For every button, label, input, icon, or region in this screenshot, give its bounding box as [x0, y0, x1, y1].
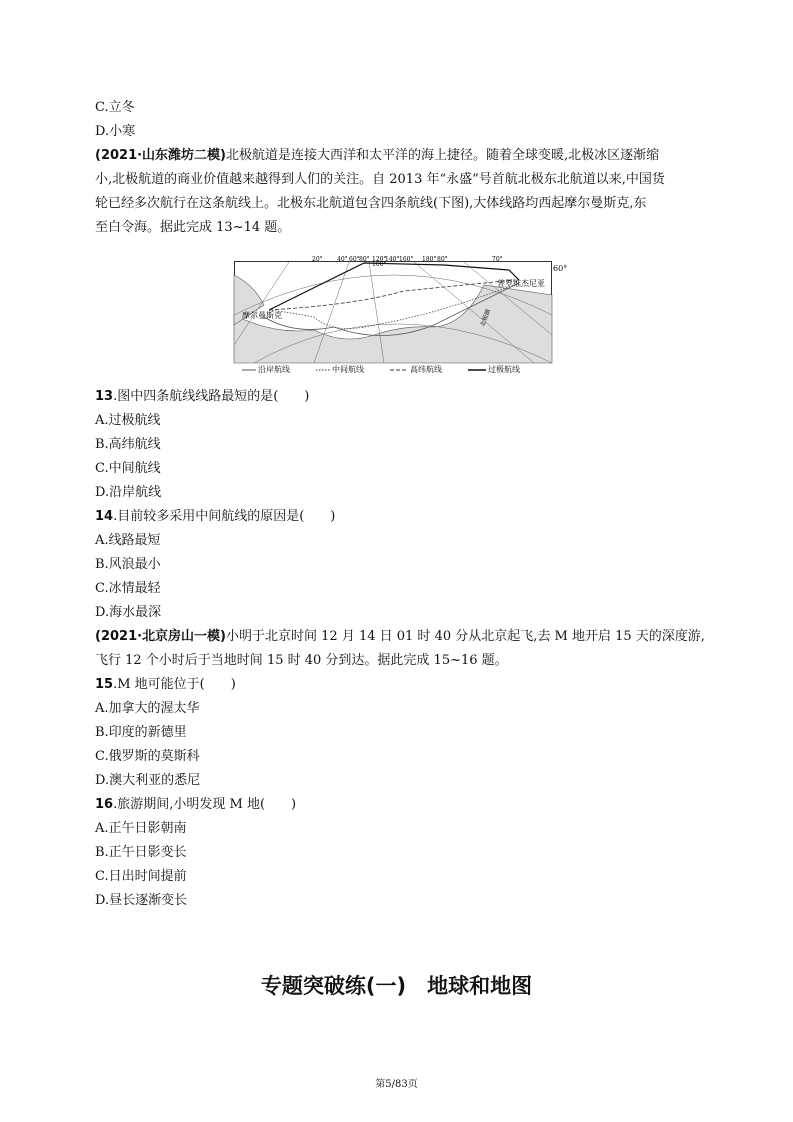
option: B.风浪最小	[95, 557, 161, 572]
lat-label: 60°	[553, 264, 568, 273]
provideniya-label: 普罗维杰尼亚	[497, 279, 545, 288]
option: D.澳大利亚的悉尼	[95, 773, 201, 788]
option: A.正午日影朝南	[95, 821, 187, 836]
source-tag: (2021·北京房山一模)	[95, 629, 227, 644]
option: B.印度的新德里	[95, 725, 187, 740]
option-c: C.立冬	[95, 100, 135, 115]
passage-1-line: 小,北极航道的商业价值越来越得到人们的关注。自 2013 年“永盛”号首航北极东北航道以来,中国货	[95, 172, 665, 187]
section-title: 专题突破练(一) 地球和地图	[260, 974, 533, 998]
arctic-route-map	[234, 255, 568, 363]
lon-label: 80°	[359, 256, 370, 263]
question-15: 15.M 地可能位于( )	[95, 677, 236, 692]
lon-label: 80°	[437, 256, 448, 263]
option: D.沿岸航线	[95, 485, 162, 500]
lon-label: 140°	[385, 256, 400, 263]
murmansk-label: 摩尔曼斯克	[242, 311, 282, 320]
option: C.日出时间提前	[95, 869, 187, 884]
option: C.冰情最轻	[95, 581, 161, 596]
option-d: D.小寒	[95, 124, 136, 139]
passage-2-line: 飞行 12 个小时后于当地时间 15 时 40 分到达。据此完成 15~16 题。	[95, 653, 508, 668]
legend-middle: 中间航线	[332, 365, 364, 374]
option: D.海水最深	[95, 605, 162, 620]
question-16: 16.旅游期间,小明发现 M 地( )	[95, 797, 297, 812]
lon-label: 180°	[422, 256, 437, 263]
lon-label: 160°	[399, 256, 414, 263]
option: B.高纬航线	[95, 437, 161, 452]
map-legend	[242, 364, 520, 375]
option: A.加拿大的渥太华	[95, 701, 200, 716]
lon-label: 40°	[337, 256, 348, 263]
lon-label: 70°	[492, 256, 503, 263]
legend-polar: 过极航线	[488, 365, 520, 374]
legend-high-latitude: 高纬航线	[410, 365, 442, 374]
page-number: 第5/83页	[375, 1079, 418, 1090]
question-13: 13.图中四条航线线路最短的是( )	[95, 389, 310, 404]
lon-label: 100°	[372, 261, 387, 268]
passage-1-line: 至白令海。据此完成 13~14 题。	[95, 220, 291, 235]
option: B.正午日影变长	[95, 845, 187, 860]
arctic-circle-label: 北极圈	[479, 308, 493, 328]
option: D.昼长逐渐变长	[95, 893, 188, 908]
option: A.线路最短	[95, 533, 161, 548]
lon-label: 20°	[312, 256, 323, 263]
legend-coastal: 沿岸航线	[258, 365, 290, 374]
option: A.过极航线	[95, 413, 161, 428]
lon-label: 60°	[349, 256, 360, 263]
passage-2-line: (2021·北京房山一模)小明于北京时间 12 月 14 日 01 时 40 分从北京起飞,去 M 地开启 15 天的深度游,	[95, 629, 705, 644]
option: C.中间航线	[95, 461, 161, 476]
question-14: 14.目前较多采用中间航线的原因是( )	[95, 509, 336, 524]
passage-text: 北极航道是连接大西洋和太平洋的海上捷径。随着全球变暖,北极冰区逐渐缩	[226, 148, 660, 163]
passage-1-line: 轮已经多次航行在这条航线上。北极东北航道包含四条航线(下图),大体线路均西起摩尔曼斯克,东	[95, 196, 647, 211]
source-tag: (2021·山东潍坊二模)	[95, 148, 227, 163]
lon-label: 120°	[372, 256, 387, 263]
option: C.俄罗斯的莫斯科	[95, 749, 200, 764]
passage-1-line	[95, 148, 659, 164]
